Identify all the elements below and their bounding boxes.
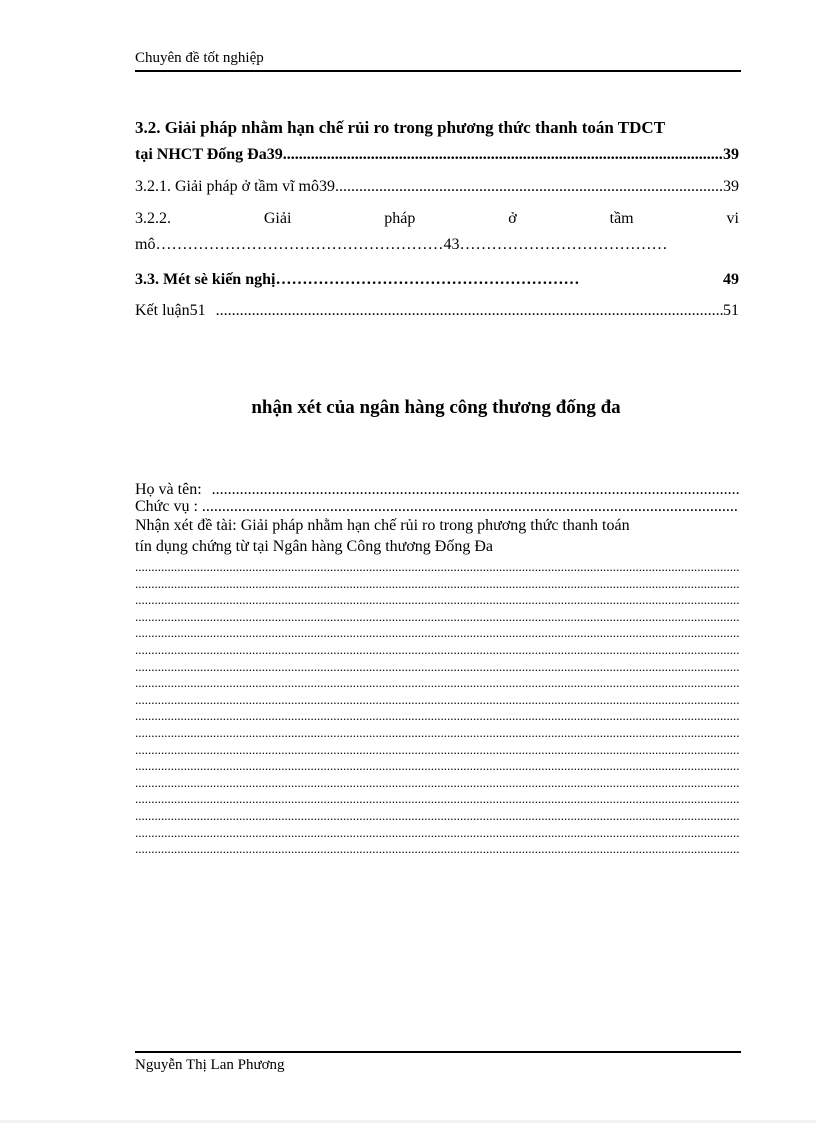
comment-blank-line (135, 592, 739, 609)
toc-entry-3-2-1-page: 39 (723, 178, 739, 195)
toc-leader-dots (216, 302, 723, 320)
toc-leader-dots (283, 146, 723, 164)
comment-blank-line (135, 675, 739, 692)
position-label: Chức vụ : (135, 498, 198, 515)
comment-blank-line (135, 825, 739, 842)
toc-word: ở (508, 210, 517, 227)
header-rule (135, 70, 741, 72)
section-title: nhận xét của ngân hàng công thương đống đa (251, 397, 621, 418)
evaluation-form (135, 481, 739, 858)
name-field (135, 481, 739, 498)
comment-blank-line (135, 708, 739, 725)
toc-entry-conclusion (135, 302, 739, 320)
toc-entry-3-2-2-line1 (135, 210, 739, 228)
toc-word: vi (726, 210, 739, 227)
toc-entry-3-2-page: 39 (723, 146, 739, 163)
toc-entry-3-2-1-label: 3.2.1. Giải pháp ở tầm vĩ mô39 (135, 178, 335, 195)
position-blank-line (202, 498, 739, 515)
comment-blank-line (135, 609, 739, 626)
toc-entry-conclusion-page: 51 (723, 302, 739, 319)
comment-blank-line (135, 642, 739, 659)
page-footer: Nguyễn Thị Lan Phương (135, 1057, 285, 1073)
comment-blank-line (135, 742, 739, 759)
comment-blank-line (135, 841, 739, 858)
comment-blank-line (135, 576, 739, 593)
toc-leader-dots (335, 178, 723, 196)
toc-entry-3-2-2-line2: mô………………………………………………43………………………………… (135, 236, 668, 253)
comment-blank-line (135, 775, 739, 792)
page-header: Chuyên đề tốt nghiệp (135, 50, 264, 66)
toc-word: tầm (609, 210, 634, 227)
toc-word: 3.2.2. (135, 210, 171, 227)
toc-word: pháp (384, 210, 416, 227)
toc-entry-3-2-title: 3.2. Giải pháp nhằm hạn chế rủi ro trong phương thức thanh toán TDCT (135, 118, 666, 137)
footer-rule (135, 1051, 741, 1053)
comment-blank-line (135, 659, 739, 676)
toc-entry-3-2-2 (135, 210, 739, 254)
toc-entry-conclusion-label: Kết luận51 (135, 302, 206, 319)
comment-topic-line2: tín dụng chứng từ tại Ngân hàng Công thương Đống Đa (135, 538, 493, 555)
position-field (135, 498, 739, 515)
comment-blank-line (135, 625, 739, 642)
toc-entry-3-3 (135, 271, 739, 289)
comment-blank-line (135, 692, 739, 709)
comment-blank-line (135, 808, 739, 825)
toc-entry-3-3-label: 3.3. Mét sè kiến nghị………………………………………………… (135, 271, 580, 288)
toc-entry-3-2-1 (135, 178, 739, 196)
comment-blank-line (135, 725, 739, 742)
toc-word: Giải (263, 210, 292, 227)
comment-blank-line (135, 758, 739, 775)
name-blank-line (212, 481, 739, 498)
toc-entry-3-2-label: tại NHCT Đống Đa39 (135, 146, 283, 163)
comment-blank-line (135, 791, 739, 808)
toc-entry-3-3-page: 49 (723, 271, 739, 288)
comment-blank-line (135, 559, 739, 576)
comment-blank-lines (135, 559, 739, 858)
comment-topic-line1: Nhận xét đề tài: Giải pháp nhằm hạn chế rủi ro trong phương thức thanh toán (135, 517, 630, 534)
name-label: Họ và tên: (135, 481, 202, 498)
toc-entry-3-2 (135, 118, 739, 164)
toc-entry-3-2-line2 (135, 146, 739, 164)
